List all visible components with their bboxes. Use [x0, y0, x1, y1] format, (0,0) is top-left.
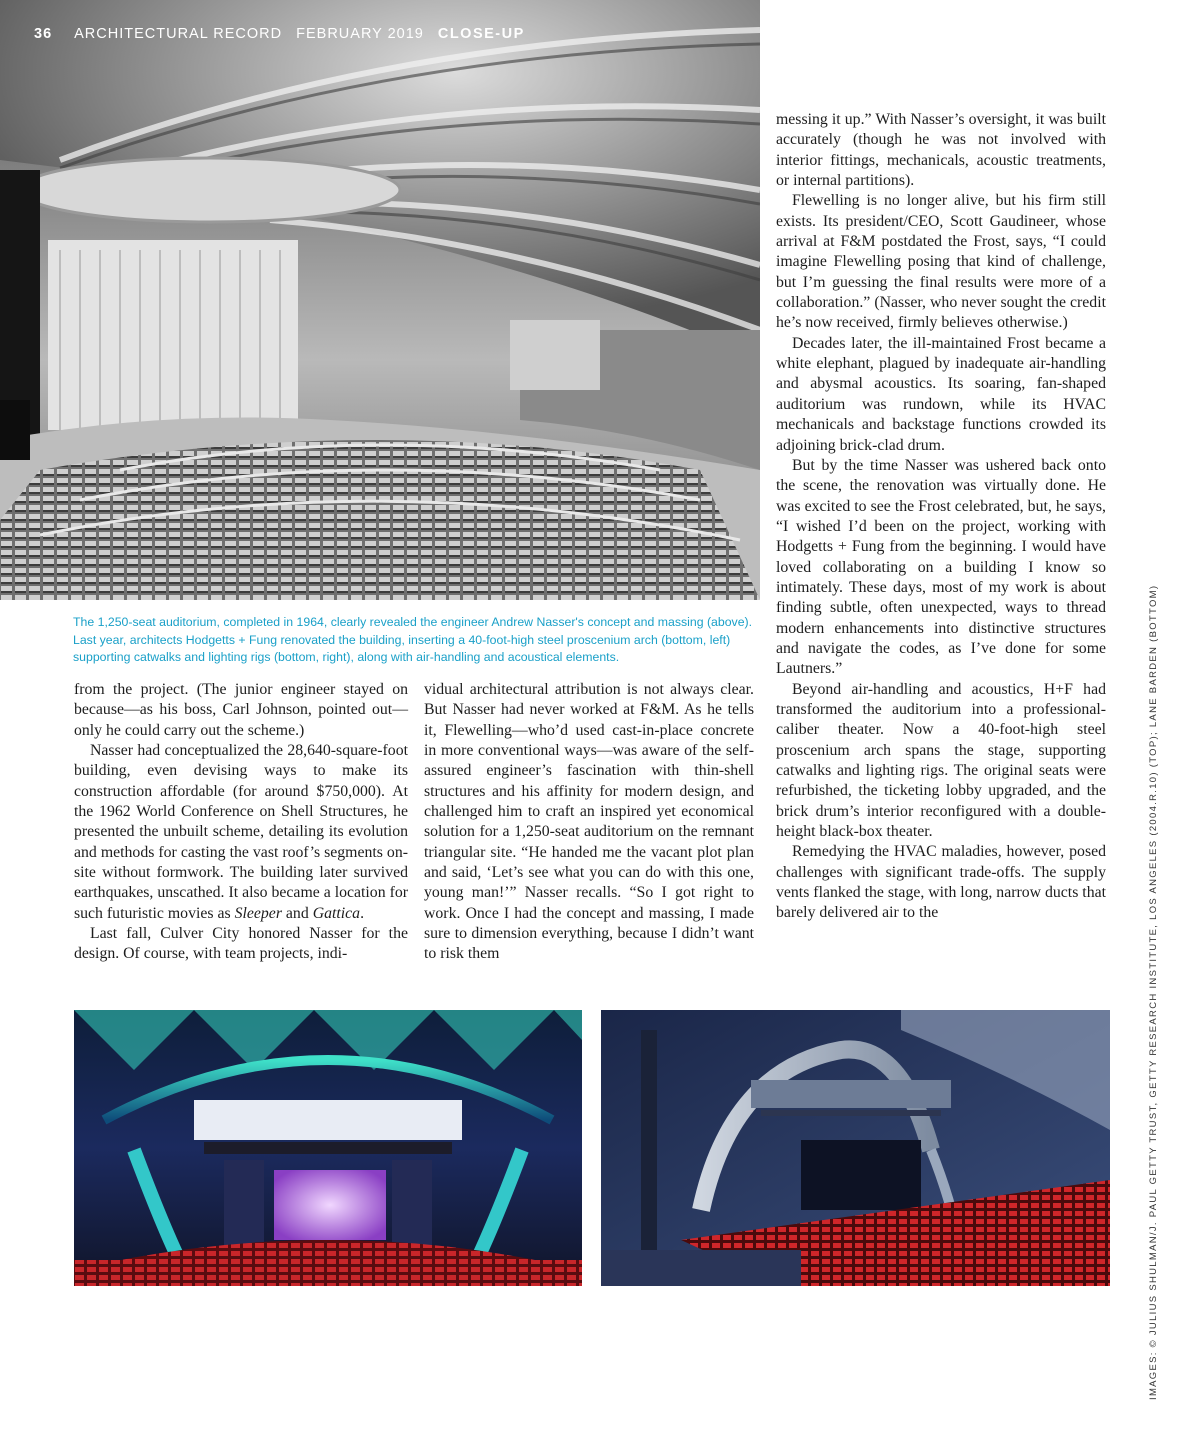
photo-caption: The 1,250-seat auditorium, completed in 1964, clearly revealed the engineer Andrew Nasser's concept and massing (above). Last year, architects Hodgetts + Fung renovated the building, inserting a 40-foot-high steel proscenium arch (bottom, left) supporting catwalks and lighting rigs (bottom, right), along with air-handling and acoustical elements. — [73, 615, 753, 664]
magazine-name: ARCHITECTURAL RECORD — [74, 26, 283, 42]
page-number: 36 — [34, 26, 53, 42]
photo-credit: IMAGES: © JULIUS SHULMAN/J. PAUL GETTY TRUST, GETTY RESEARCH INSTITUTE, LOS ANGELES (2004.R.10) (TOP); LANE BARDEN (BOTTOM) — [1148, 584, 1159, 1400]
body-column-2 — [424, 680, 754, 965]
bottom-left-photo — [74, 1010, 582, 1286]
folio — [34, 26, 539, 42]
body-column-1 — [74, 680, 408, 965]
paragraph: Beyond air-handling and acoustics, H+F had transformed the auditorium into a professional-caliber theater. Now a 40-foot-high steel proscenium arch spans the stage, supporting catwalks and lighting rigs. The original seats were refurbished, the ticketing lobby upgraded, and the brick drum’s interior reconfigured with a double-height black-box theater. — [776, 680, 1106, 841]
paragraph: But by the time Nasser was ushered back onto the scene, the renovation was virtually done. He was excited to see the Frost celebrated, but, he says, “I wished I’d been on the project, working with Hodgetts + Fung from the beginning. I would have loved collaborating on a building I know so intimately. These days, most of my work is about finding subtle, often unexpected, ways to thread modern enhancements into distinctive structures and navigate the codes, as I’ve done for some Lautners.” — [776, 456, 1106, 678]
paragraph: Remedying the HVAC maladies, however, posed challenges with significant trade-offs. The supply vents flanked the stage, with long, narrow ducts that barely delivered air to the — [776, 843, 1106, 922]
stage-arch-photo — [74, 1010, 582, 1286]
paragraph: Nasser had conceptualized the 28,640-square-foot building, even devising ways to make its construction affordable (for around $750,000). At the 1962 World Conference on Shell Structures, he presented the unbuilt scheme, detailing its evolution and methods for casting the vast roof’s segments on-site without formwork. The building later survived earthquakes, unscathed. It also became a location for such futuristic movies as Sleeper and Gattica. — [74, 742, 408, 922]
header-photo-area — [0, 0, 760, 600]
catwalk-arch-photo — [601, 1010, 1110, 1286]
movie-title: Sleeper — [234, 904, 282, 922]
paragraph: messing it up.” With Nasser’s oversight, it was built accurately (though he was not involved with interior fittings, mechanicals, acoustic treatments, or internal partitions). — [776, 111, 1106, 190]
paragraph: from the project. (The junior engineer stayed on because—as his boss, Carl Johnson, pointed out—only he could carry out the scheme.) — [74, 681, 408, 739]
body-column-3 — [776, 110, 1106, 924]
top-auditorium-photo — [0, 0, 760, 600]
paragraph: Decades later, the ill-maintained Frost became a white elephant, plagued by inadequate air-handling and abysmal acoustics. Its soaring, fan-shaped auditorium was rundown, while its HVAC mechanicals and backstage functions crowded its adjoining brick-clad drum. — [776, 334, 1106, 454]
paragraph: Last fall, Culver City honored Nasser for the design. Of course, with team projects, indi- — [74, 925, 408, 963]
issue-date: FEBRUARY 2019 — [296, 26, 424, 42]
movie-title: Gattica — [312, 904, 361, 922]
paragraph: vidual architectural attribution is not always clear. But Nasser had never worked at F&M. As he tells it, Flewelling—who’d used cast-in-place concrete in more conventional ways—was aware of the self-assured engineer’s fascination with thin-shell structures and his affinity for modern design, and challenged him to craft an inspired yet economical solution for a 1,250-seat auditorium on the remnant triangular site. “He handed me the vacant plot plan and said, ‘Let’s see what you can do with this one, young man!’” Nasser recalls. “So I got right to work. Once I had the concept and massing, I made sure to dimension everything, because I didn’t want to risk them — [424, 681, 754, 963]
bottom-right-photo — [601, 1010, 1110, 1286]
paragraph: Flewelling is no longer alive, but his firm still exists. Its president/CEO, Scott Gaudineer, whose arrival at F&M postdated the Frost, says, “I could imagine Flewelling posing that kind of challenge, but I’m guessing the final results were more of a collaboration.” (Nasser, who never sought the credit he’s now received, firmly believes otherwise.) — [776, 192, 1106, 332]
section-label: CLOSE-UP — [437, 26, 525, 42]
